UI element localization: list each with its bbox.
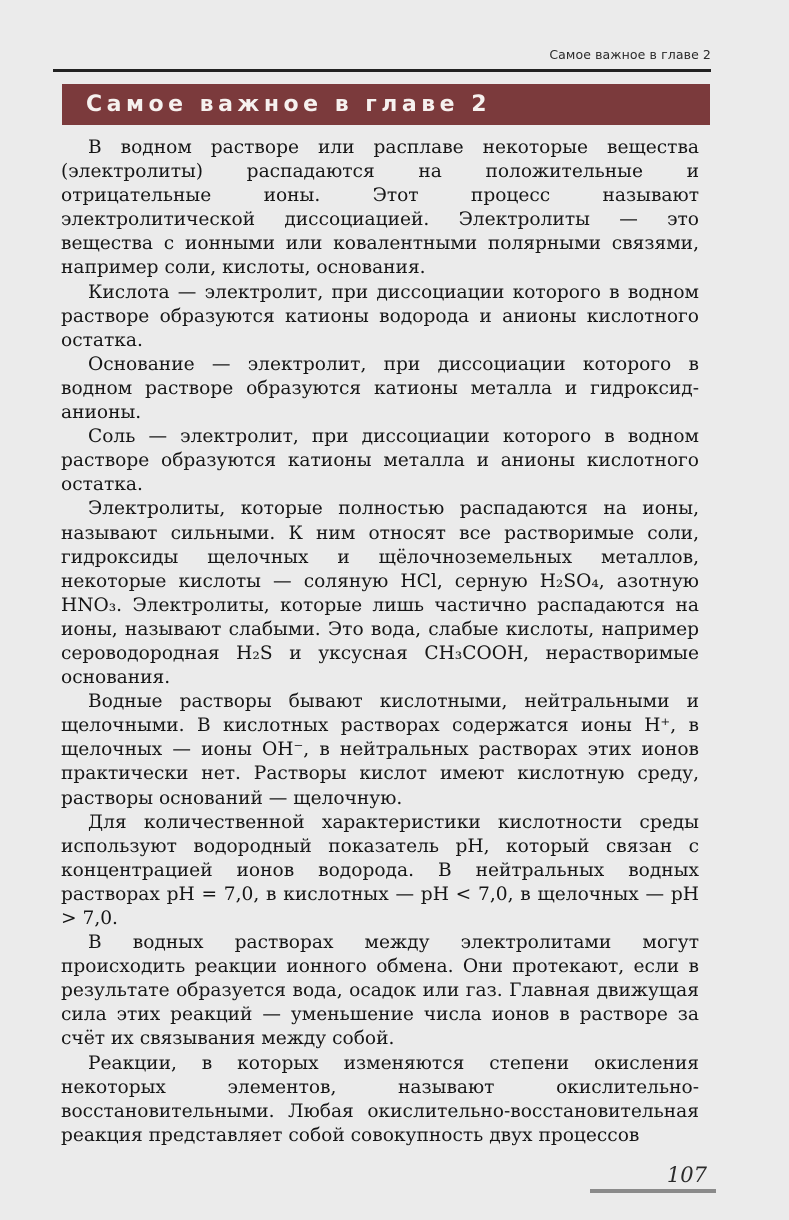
footer-rule	[590, 1189, 716, 1193]
body-text	[61, 136, 699, 1148]
chapter-heading-band	[62, 84, 710, 125]
paragraph-ph: Для количественной характеристики кислотности среды используют водородный показатель pH, который связан с концентрацией ионов водорода. В нейтральных водных растворах pH = 7,0, в кислотных — pH < 7,0, в щелочных — pH > 7,0.	[61, 811, 699, 929]
paragraph-acid: Кислота — электролит, при диссоциации которого в водном растворе образуются катионы водорода и анионы кислотного остатка.	[61, 281, 699, 351]
paragraph-solution-media: Водные растворы бывают кислотными, нейтральными и щелочными. В кислотных растворах содержатся ионы H⁺, в щелочных — ионы OH⁻, в нейтральных растворах этих ионов практически нет. Растворы кислот имеют кислотную среду, растворы оснований — щелочную.	[61, 691, 699, 809]
header-rule	[53, 69, 711, 72]
paragraph-dissociation: В водном растворе или расплаве некоторые вещества (электролиты) распадаются на положительные и отрицательные ионы. Этот процесс называют электролитической диссоциацией. Электролиты — это вещества с ионными или ковалентными полярными связями, например соли, кислоты, основания.	[61, 137, 699, 279]
chapter-heading: Самое важное в главе 2	[86, 92, 492, 117]
running-head: Самое важное в главе 2	[549, 47, 711, 62]
paragraph-base: Основание — электролит, при диссоциации которого в водном растворе образуются катионы металла и гидроксид-анионы.	[61, 353, 699, 424]
paragraph-salt: Соль — электролит, при диссоциации которого в водном растворе образуются катионы металла и анионы кислотного остатка.	[61, 426, 699, 496]
page-number: 107	[666, 1163, 707, 1187]
paragraph-ion-exchange: В водных растворах между электролитами могут происходить реакции ионного обмена. Они протекают, если в результате образуется вода, осадок или газ. Главная движущая сила этих реакций — уменьшение числа ионов в растворе за счёт их связывания между собой.	[61, 932, 699, 1050]
paragraph-strong-weak-electrolytes: Электролиты, которые полностью распадаются на ионы, называют сильными. К ним относят все растворимые соли, гидроксиды щелочных и щёлочноземельных металлов, некоторые кислоты — соляную HCl, серную H₂SO₄, азотную HNO₃. Электролиты, которые лишь частично распадаются на ионы, называют слабыми. Это вода, слабые кислоты, например сероводородная H₂S и уксусная CH₃COOH, нерастворимые основания.	[61, 498, 699, 689]
paragraph-redox: Реакции, в которых изменяются степени окисления некоторых элементов, называют окислительно-восстановительными. Любая окислительно-восстановительная реакция представляет собой совокупность двух процессов	[61, 1052, 699, 1146]
